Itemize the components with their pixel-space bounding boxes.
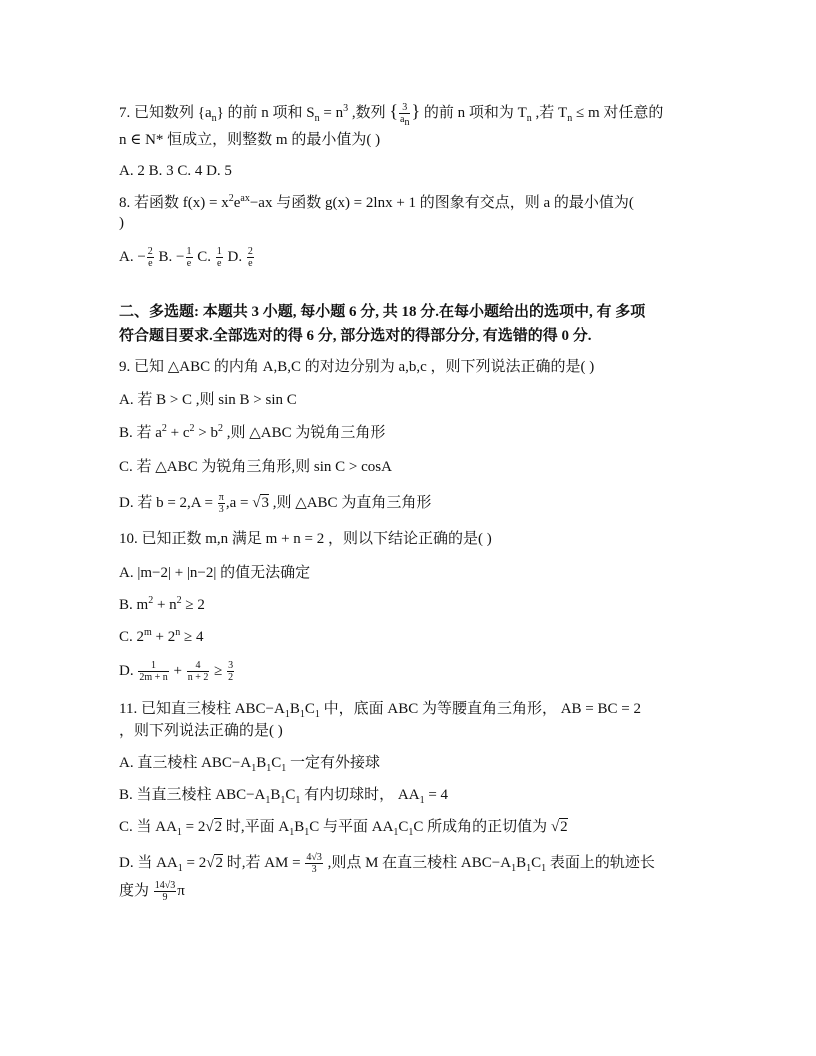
q9-option-c: C. 若 △ABC 为锐角三角形,则 sin C > cosA [119, 459, 392, 475]
q11-line2: ，则下列说法正确的是( ) [119, 723, 283, 739]
q10-option-a: A. |m−2| + |n−2| 的值无法确定 [119, 565, 311, 581]
q7-line2: n ∈ N* 恒成立，则整数 m 的最小值为( ) [119, 132, 381, 148]
q11-line1: 11. 已知直三棱柱 $ABC-A_1B_1C_1$ 中，底面 ABC 为等腰直角三角形， AB = BC = 2 [119, 701, 641, 720]
q11-option-c: C. 当 $AA_1 = 2√2$ 时,平面 $A_1B_1C$ 与平面 $AA_1C_1C$ 所成角的正切值为 √2 [119, 819, 568, 838]
q7-line1: 7. 已知数列 $\{a_n\}$ 的前 n 项和 $S_n = n^3$ ,数列 { $\frac{3}{a_n}$ } 的前 n 项和为 $T_n$ ,若 $T_n \le m$ 对任意的 [119, 101, 664, 129]
q11-option-d-line2: 度为 $\frac{14√3}{9}$ π [119, 880, 185, 903]
q10-option-c: C. $2^m + 2^n \ge 4$ [119, 627, 204, 645]
q9-stem: 9. 已知 △ABC 的内角 A,B,C 的对边分别为 a,b,c ，则下列说法正确的是( ) [119, 359, 595, 375]
q7-options: A. 2 B. 3 C. 4 D. 5 [119, 163, 232, 179]
q10-stem: 10. 已知正数 m,n 满足 m + n = 2 ，则以下结论正确的是( ) [119, 531, 492, 547]
q9-option-a: A. 若 B > C ,则 sin B > sin C [119, 392, 297, 408]
q9-option-b: B. 若 $a^2 + c^2 > b^2$ ,则 △ABC 为锐角三角形 [119, 423, 386, 441]
section2-heading-line2: 符合题目要求.全部选对的得 6 分, 部分选对的得部分分, 有选错的得 0 分. [119, 328, 592, 344]
q11-option-d-line1: D. 当 $AA_1 = 2√2$ 时,若 AM = $\frac{4√3}{3}$ ,则点 M 在直三棱柱 $ABC-A_1B_1C_1$ 表面上的轨迹长 [119, 852, 655, 875]
q8-options: A. − $\frac{2}{e}$ B. − $\frac{1}{e}$ C. $\frac{1}{e}$ D. $\frac{2}{e}$ [119, 246, 253, 269]
q8-line1: 8. 若函数 $f(x) = x^2e^{ax}-ax$ 与函数 g(x) = 2lnx + 1 的图象有交点，则 a 的最小值为( [119, 193, 634, 211]
q11-option-a: A. 直三棱柱 $ABC-A_1B_1C_1$ 一定有外接球 [119, 755, 381, 774]
q10-option-d: D. $\frac{1}{2m + n}$ + $\frac{4}{n + 2}$ ≥ $\frac{3}{2}$ [119, 660, 234, 683]
q10-option-b: B. $m^2 + n^2 \ge 2$ [119, 595, 205, 613]
q7-fraction: $\frac{3}{a_n}$ [400, 102, 410, 129]
q11-option-b: B. 当直三棱柱 $ABC-A_1B_1C_1$ 有内切球时， $AA_1 = 4$ [119, 787, 449, 806]
q9-option-d: D. 若 b = 2,A = $\frac{\pi}{3}$ ,a = √3 ,则 △ABC 为直角三角形 [119, 492, 432, 515]
section2-heading-line1: 二、多选题: 本题共 3 小题, 每小题 6 分, 共 18 分.在每小题给出的选项中, 有 多项 [119, 304, 646, 320]
q8-line2: ) [119, 215, 124, 231]
